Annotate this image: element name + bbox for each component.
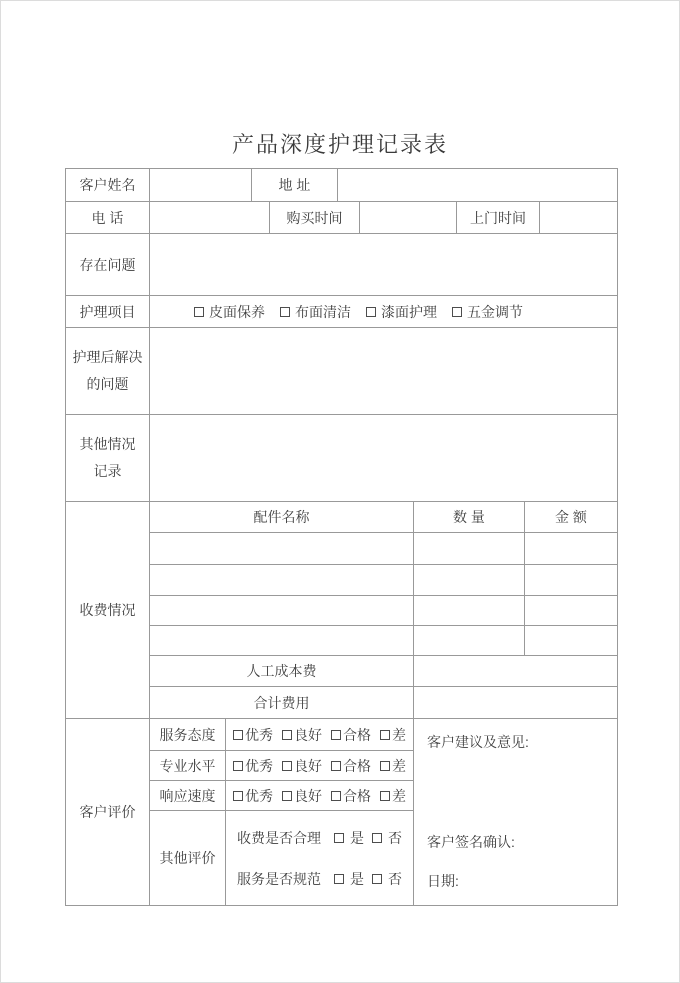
rating-option-label: 合格: [343, 757, 371, 774]
row-phone-times: [66, 202, 617, 234]
other-question: [237, 869, 402, 889]
no-option: 否: [372, 828, 402, 848]
rating-option-label: 合格: [343, 726, 371, 743]
checkbox-icon: [380, 791, 390, 801]
rating-row-label: 响应速度: [150, 781, 226, 810]
customer-name-value-cell: [150, 169, 252, 201]
fees-label: 收费情况: [66, 502, 150, 718]
fee-quantity-cell: [414, 565, 525, 595]
checkbox-icon: [331, 761, 341, 771]
other-question-label: 服务是否规范: [237, 870, 321, 887]
labor-cost-row: [150, 656, 617, 687]
other-eval-label: 其他评价: [150, 811, 226, 905]
checkbox-icon: [380, 730, 390, 740]
row-existing-problems: [66, 234, 617, 296]
fee-col-part-name: 配件名称: [150, 502, 414, 532]
care-item-option: [366, 302, 437, 322]
checkbox-icon: [334, 874, 344, 884]
fee-row: [150, 565, 617, 596]
rating-option-label: 差: [392, 787, 406, 804]
rating-row: [150, 781, 413, 811]
customer-feedback-cell: [414, 719, 617, 905]
checkbox-icon: [194, 307, 204, 317]
labor-cost-label: 人工成本费: [150, 656, 414, 686]
other-records-value-cell: [150, 415, 617, 501]
rating-option: [331, 756, 371, 776]
purchase-time-label: 购买时间: [270, 202, 360, 233]
fee-part-name-cell: [150, 565, 414, 595]
evaluation-label: 客户评价: [66, 719, 150, 905]
rating-option-label: 良好: [294, 787, 322, 804]
visit-time-value-cell: [540, 202, 617, 233]
fees-table: [150, 502, 617, 718]
other-question-label: 收费是否合理: [237, 829, 321, 846]
phone-value-cell: [150, 202, 270, 233]
fee-part-name-cell: [150, 596, 414, 626]
date-label: 日期:: [427, 873, 459, 889]
rating-option-label: 合格: [343, 787, 371, 804]
checkbox-icon: [233, 761, 243, 771]
rating-option: [233, 756, 273, 776]
fee-amount-cell: [525, 626, 617, 655]
fee-part-name-cell: [150, 626, 414, 655]
rating-option-label: 优秀: [245, 757, 273, 774]
other-eval-content: [226, 811, 413, 905]
rating-row-label: 服务态度: [150, 719, 226, 750]
solved-problems-label: 护理后解决 的问题: [66, 328, 150, 414]
fees-section: [66, 502, 617, 719]
existing-problems-value-cell: [150, 234, 617, 295]
other-question: [237, 828, 402, 848]
fee-header-row: [150, 502, 617, 533]
signature-label: 客户签名确认:: [427, 834, 515, 850]
visit-time-label: 上门时间: [457, 202, 540, 233]
other-records-label: 其他情况 记录: [66, 415, 150, 501]
page-title: 产品深度护理记录表: [231, 132, 448, 157]
fee-part-name-cell: [150, 533, 414, 564]
rating-option: [282, 756, 322, 776]
yes-option: 是: [334, 869, 364, 889]
rating-option-label: 差: [392, 726, 406, 743]
care-item-label: 五金调节: [467, 303, 523, 320]
row-solved-problems: [66, 328, 617, 415]
fee-quantity-cell: [414, 596, 525, 626]
phone-label: 电 话: [66, 202, 150, 233]
fee-quantity-cell: [414, 626, 525, 655]
customer-name-label: 客户姓名: [66, 169, 150, 201]
total-cost-label: 合计费用: [150, 687, 414, 718]
checkbox-icon: [452, 307, 462, 317]
rating-option: [380, 786, 406, 806]
rating-options-cell: [226, 781, 413, 810]
rating-option-label: 优秀: [245, 787, 273, 804]
rating-row-label: 专业水平: [150, 751, 226, 780]
care-item-label: 布面清洁: [295, 303, 351, 320]
rating-option: [233, 786, 273, 806]
checkbox-icon: [372, 874, 382, 884]
rating-options-cell: [226, 751, 413, 780]
rating-row: [150, 751, 413, 781]
checkbox-icon: [366, 307, 376, 317]
checkbox-icon: [233, 791, 243, 801]
solved-problems-value-cell: [150, 328, 617, 414]
existing-problems-label: 存在问题: [66, 234, 150, 295]
care-item-option: [194, 302, 265, 322]
row-other-records: [66, 415, 617, 502]
row-customer-address: [66, 169, 617, 202]
labor-cost-value-cell: [414, 656, 617, 686]
fee-row: [150, 626, 617, 656]
rating-option: [331, 786, 371, 806]
checkbox-icon: [331, 730, 341, 740]
care-item-option: [280, 302, 351, 322]
care-item-option: [452, 302, 523, 322]
rating-option-label: 差: [392, 757, 406, 774]
checkbox-icon: [282, 761, 292, 771]
rating-options-cell: [226, 719, 413, 750]
checkbox-icon: [282, 730, 292, 740]
fee-col-amount: 金 额: [555, 508, 587, 525]
rating-option: [282, 725, 322, 745]
row-care-items: [66, 296, 617, 328]
fee-amount-cell: [525, 565, 617, 595]
rating-option-label: 良好: [294, 757, 322, 774]
fee-amount-cell: [525, 596, 617, 626]
yes-option: 是: [334, 828, 364, 848]
care-item-label: 皮面保养: [209, 303, 265, 320]
care-items-options-cell: [150, 296, 617, 327]
other-eval-row: [150, 811, 413, 905]
care-item-label: 漆面护理: [381, 303, 437, 320]
rating-row: [150, 719, 413, 751]
form-table: [65, 168, 618, 906]
fee-row: [150, 596, 617, 627]
evaluation-section: [66, 719, 617, 905]
checkbox-icon: [331, 791, 341, 801]
checkbox-icon: [372, 833, 382, 843]
fee-quantity-cell: [414, 533, 525, 564]
rating-option: [233, 725, 273, 745]
care-items-options: [194, 302, 523, 322]
rating-option-label: 良好: [294, 726, 322, 743]
fee-amount-cell: [525, 533, 617, 564]
rating-option: [380, 725, 406, 745]
address-value-cell: [338, 169, 617, 201]
address-label: 地 址: [252, 169, 338, 201]
fee-row: [150, 533, 617, 565]
rating-option-label: 优秀: [245, 726, 273, 743]
fee-col-quantity: 数 量: [414, 502, 525, 532]
purchase-time-value-cell: [360, 202, 457, 233]
checkbox-icon: [282, 791, 292, 801]
rating-option: [380, 756, 406, 776]
rating-option: [282, 786, 322, 806]
care-items-label: 护理项目: [66, 296, 150, 327]
checkbox-icon: [334, 833, 344, 843]
no-option: 否: [372, 869, 402, 889]
total-cost-value-cell: [414, 687, 617, 718]
checkbox-icon: [380, 761, 390, 771]
checkbox-icon: [233, 730, 243, 740]
total-cost-row: [150, 687, 617, 718]
checkbox-icon: [280, 307, 290, 317]
evaluation-rows: [150, 719, 414, 905]
suggestions-label: 客户建议及意见:: [427, 734, 529, 750]
rating-option: [331, 725, 371, 745]
